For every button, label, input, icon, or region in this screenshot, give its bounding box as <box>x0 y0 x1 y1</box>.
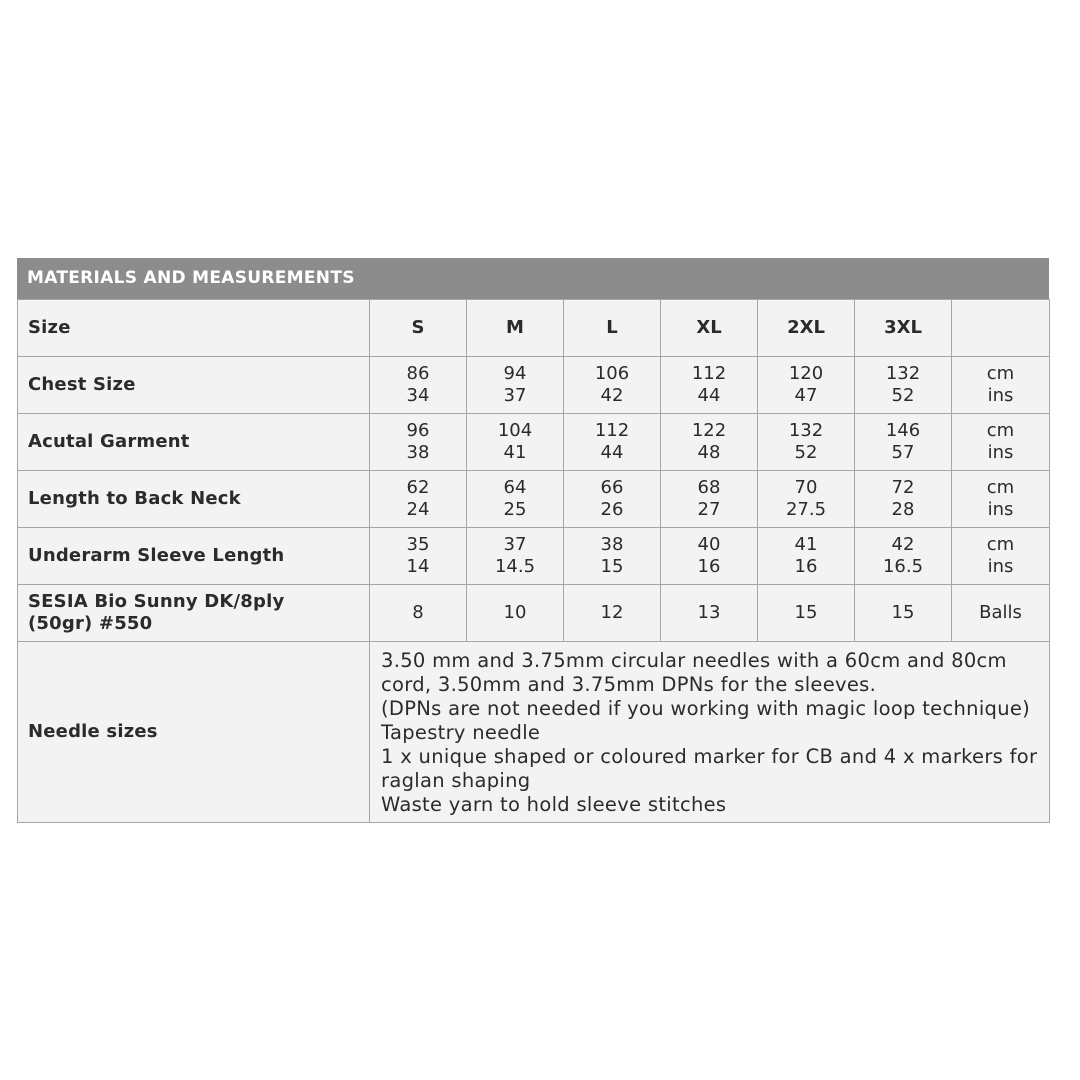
value-ins: 41 <box>503 442 527 463</box>
yarn-label-line: (50gr) #550 <box>28 613 153 634</box>
value-cell <box>564 528 661 585</box>
size-row <box>18 300 1050 357</box>
unit-cell <box>952 528 1050 585</box>
size-s: S <box>370 300 467 357</box>
value-cell <box>758 471 855 528</box>
value-cm: 112 <box>691 363 727 384</box>
table-title: MATERIALS AND MEASUREMENTS <box>17 258 1049 299</box>
value-ins: 16 <box>794 556 818 577</box>
length-back-neck-row <box>18 471 1050 528</box>
needle-line: 1 x unique shaped or coloured marker for CB and 4 x markers for <box>381 745 1038 768</box>
value-cell <box>758 357 855 414</box>
value-cell <box>661 471 758 528</box>
value-cell <box>564 414 661 471</box>
needle-sizes-text <box>370 642 1050 823</box>
balls-value: 15 <box>855 585 952 642</box>
balls-value: 13 <box>661 585 758 642</box>
value-cm: 38 <box>600 534 624 555</box>
value-cm: 132 <box>885 363 921 384</box>
unit-ins: ins <box>987 385 1014 406</box>
value-cm: 96 <box>406 420 430 441</box>
value-cm: 37 <box>503 534 527 555</box>
value-cm: 66 <box>600 477 624 498</box>
value-cell <box>758 414 855 471</box>
value-cell <box>370 357 467 414</box>
value-cell <box>855 414 952 471</box>
value-cell <box>564 357 661 414</box>
size-unit-empty <box>952 300 1050 357</box>
value-ins: 16.5 <box>882 556 924 577</box>
value-cell <box>370 471 467 528</box>
unit-ins: ins <box>987 499 1014 520</box>
size-label: Size <box>18 300 370 357</box>
value-ins: 16 <box>697 556 721 577</box>
value-cell <box>758 528 855 585</box>
actual-garment-row <box>18 414 1050 471</box>
size-3xl: 3XL <box>855 300 952 357</box>
size-xl: XL <box>661 300 758 357</box>
value-ins: 24 <box>406 499 430 520</box>
value-cm: 120 <box>788 363 824 384</box>
value-cell <box>467 471 564 528</box>
value-cm: 122 <box>691 420 727 441</box>
value-ins: 42 <box>600 385 624 406</box>
value-cell <box>370 414 467 471</box>
needle-line: Tapestry needle <box>381 721 541 744</box>
value-cm: 41 <box>794 534 818 555</box>
needle-line: (DPNs are not needed if you working with magic loop technique) <box>381 697 1031 720</box>
row-label: Length to Back Neck <box>18 471 370 528</box>
value-ins: 44 <box>600 442 624 463</box>
value-ins: 14.5 <box>494 556 536 577</box>
value-cm: 106 <box>594 363 630 384</box>
size-l: L <box>564 300 661 357</box>
unit-cm: cm <box>986 477 1015 498</box>
unit-cell <box>952 414 1050 471</box>
value-cm: 62 <box>406 477 430 498</box>
yarn-row <box>18 585 1050 642</box>
materials-table-panel <box>17 258 1049 823</box>
value-cell <box>855 471 952 528</box>
value-ins: 34 <box>406 385 430 406</box>
unit-ins: ins <box>987 442 1014 463</box>
value-cell <box>661 528 758 585</box>
value-ins: 57 <box>891 442 915 463</box>
value-ins: 48 <box>697 442 721 463</box>
value-cm: 112 <box>594 420 630 441</box>
value-ins: 27 <box>697 499 721 520</box>
row-label: Acutal Garment <box>18 414 370 471</box>
balls-unit: Balls <box>952 585 1050 642</box>
value-ins: 25 <box>503 499 527 520</box>
value-ins: 27.5 <box>785 499 827 520</box>
needle-line: Waste yarn to hold sleeve stitches <box>381 793 727 816</box>
unit-cm: cm <box>986 420 1015 441</box>
value-ins: 47 <box>794 385 818 406</box>
unit-cell <box>952 471 1050 528</box>
unit-cell <box>952 357 1050 414</box>
value-cell <box>661 414 758 471</box>
balls-value: 15 <box>758 585 855 642</box>
value-ins: 37 <box>503 385 527 406</box>
needle-sizes-row <box>18 642 1050 823</box>
unit-cm: cm <box>986 534 1015 555</box>
yarn-label <box>18 585 370 642</box>
balls-value: 12 <box>564 585 661 642</box>
value-ins: 15 <box>600 556 624 577</box>
row-label: Chest Size <box>18 357 370 414</box>
value-cm: 86 <box>406 363 430 384</box>
value-cell <box>855 528 952 585</box>
value-ins: 38 <box>406 442 430 463</box>
size-2xl: 2XL <box>758 300 855 357</box>
value-cm: 68 <box>697 477 721 498</box>
value-ins: 28 <box>891 499 915 520</box>
value-cell <box>467 357 564 414</box>
value-ins: 14 <box>406 556 430 577</box>
value-cm: 64 <box>503 477 527 498</box>
value-cm: 72 <box>891 477 915 498</box>
needle-line: 3.50 mm and 3.75mm circular needles with a 60cm and 80cm <box>381 649 1007 672</box>
row-label: Underarm Sleeve Length <box>18 528 370 585</box>
value-ins: 44 <box>697 385 721 406</box>
balls-value: 8 <box>370 585 467 642</box>
balls-value: 10 <box>467 585 564 642</box>
yarn-label-line: SESIA Bio Sunny DK/8ply <box>28 591 285 612</box>
size-m: M <box>467 300 564 357</box>
value-cm: 132 <box>788 420 824 441</box>
value-ins: 26 <box>600 499 624 520</box>
unit-cm: cm <box>986 363 1015 384</box>
value-cell <box>855 357 952 414</box>
value-ins: 52 <box>794 442 818 463</box>
value-cell <box>370 528 467 585</box>
needle-line: raglan shaping <box>381 769 531 792</box>
needle-sizes-label: Needle sizes <box>18 642 370 823</box>
value-cell <box>564 471 661 528</box>
value-cm: 35 <box>406 534 430 555</box>
value-ins: 52 <box>891 385 915 406</box>
value-cm: 104 <box>497 420 533 441</box>
value-cm: 146 <box>885 420 921 441</box>
value-cell <box>467 414 564 471</box>
chest-size-row <box>18 357 1050 414</box>
value-cell <box>661 357 758 414</box>
needle-line: cord, 3.50mm and 3.75mm DPNs for the sleeves. <box>381 673 877 696</box>
value-cm: 40 <box>697 534 721 555</box>
value-cm: 42 <box>891 534 915 555</box>
value-cm: 94 <box>503 363 527 384</box>
measurements-table <box>17 299 1050 823</box>
value-cell <box>467 528 564 585</box>
unit-ins: ins <box>987 556 1014 577</box>
underarm-sleeve-row <box>18 528 1050 585</box>
value-cm: 70 <box>794 477 818 498</box>
